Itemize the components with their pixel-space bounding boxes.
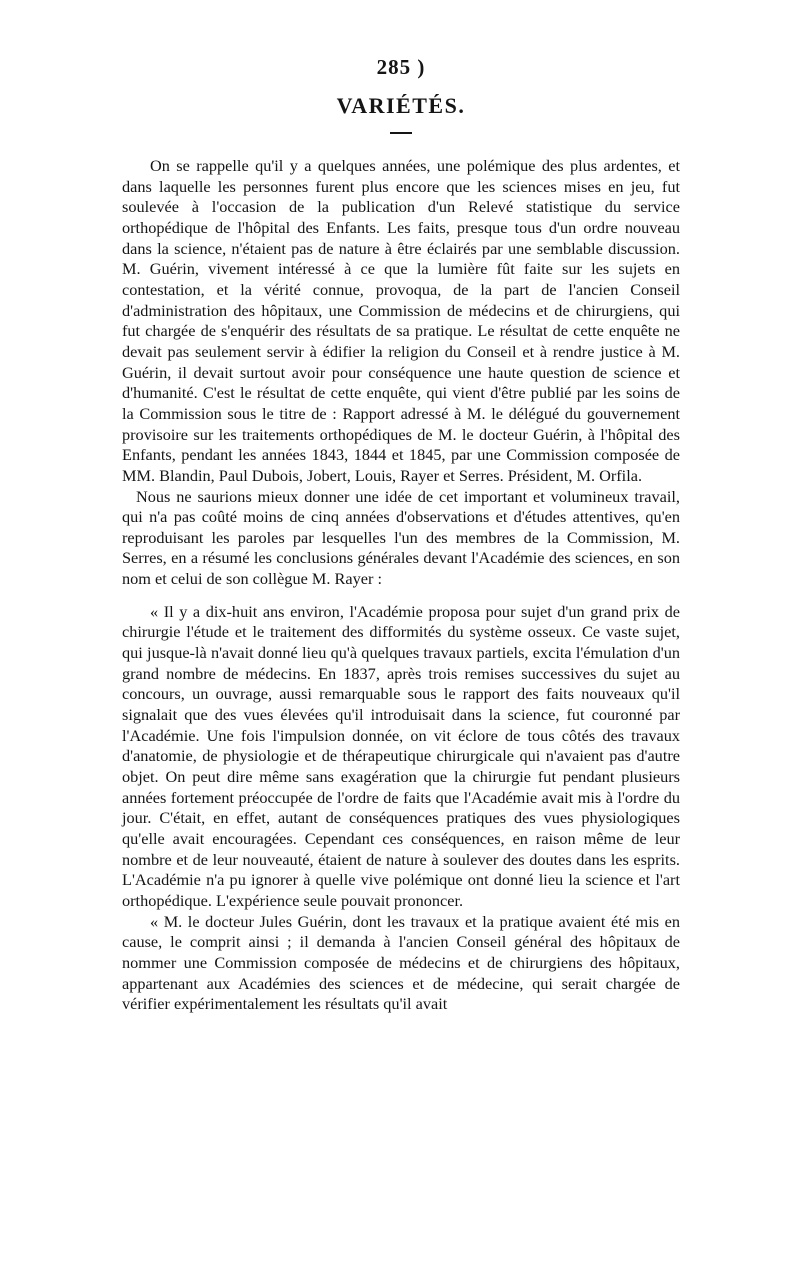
body-text: [122, 156, 680, 1015]
paragraph-intro: On se rappelle qu'il y a quelques années, une polémique des plus ardentes, et dans laquelle les personnes furent plus encore que les sciences mises en jeu, fut soulevée à l'occasion de la publication d'un Relevé statistique du service orthopédique de l'hôpital des Enfants. Les faits, presque tous d'un ordre nouveau dans la science, n'étaient pas de nature à être éclairés par une semblable discussion. M. Guérin, vivement intéressé à ce que la lumière fût faite sur les sujets en contestation, et la vérité connue, provoqua, de la part de l'ancien Conseil d'administration des hôpitaux, une Commission de médecins et de chirurgiens, qui fut chargée de s'enquérir des résultats de sa pratique. Le résultat de cette enquête ne devait pas seulement servir à édifier la religion du Conseil et à rendre justice à M. Guérin, il devait surtout avoir pour conséquence une haute question de science et d'humanité. C'est le résultat de cette enquête, qui vient d'être publié par les soins de la Commission sous le titre de : Rapport adressé à M. le délégué du gouvernement provisoire sur les traitements orthopédiques de M. le docteur Guérin, à l'hôpital des Enfants, pendant les années 1843, 1844 et 1845, par une Commission composée de MM. Blandin, Paul Dubois, Jobert, Louis, Rayer et Serres. Président, M. Orfila.: [122, 156, 680, 485]
title-rule: [390, 132, 412, 134]
document-page: [122, 52, 680, 1015]
section-title: VARIÉTÉS.: [336, 93, 466, 118]
paragraph-quote-1: « Il y a dix-huit ans environ, l'Académie proposa pour sujet d'un grand prix de chirurgie l'étude et le traitement des difformités du système osseux. Ce vaste sujet, qui jusque-là n'avait donné lieu qu'à quelques travaux partiels, excita l'émulation d'un grand nombre de médecins. En 1837, après trois remises successives du sujet au concours, un ouvrage, aussi remarquable sous le rapport des faits nouveaux qu'il signalait que des vues élevées qu'il introduisait dans la science, fut couronné par l'Académie. Une fois l'impulsion donnée, on vit éclore de tous côtés des travaux d'anatomie, de physiologie et de thérapeutique chirurgicale qui n'avaient pas d'autre objet. On peut dire même sans exagération que la chirurgie fut pendant plusieurs années fortement préoccupée de l'ordre de faits que l'Académie avait mis à l'ordre du jour. C'était, en effet, autant de conséquences pratiques des vues physiologiques qu'elle avait encouragées. Cependant ces conséquences, en raison même de leur nombre et de leur nouveauté, étaient de nature à soulever des doutes dans les esprits. L'Académie n'a pu ignorer à quelle vive polémique ont donné lieu la science et l'art orthopédique. L'expérience seule pouvait prononcer.: [122, 601, 680, 910]
page-number: 285 ): [376, 55, 426, 79]
paragraph-quote-2: « M. le docteur Jules Guérin, dont les travaux et la pratique avaient été mis en cause, le comprit ainsi ; il demanda à l'ancien Conseil général des hôpitaux de nommer une Commission composée de médecins et de chirurgiens des hôpitaux, appartenant aux Académies des sciences et de médecine, qui serait chargée de vérifier expérimentalement les résultats qu'il avait: [122, 911, 680, 1014]
paragraph-summary: Nous ne saurions mieux donner une idée de cet important et volumineux travail, qui n'a pas coûté moins de cinq années d'observations et d'études attentives, qu'en reproduisant les paroles par lesquelles l'un des membres de la Commission, M. Serres, en a résumé les conclusions générales devant l'Académie des sciences, en son nom et celui de son collègue M. Rayer :: [122, 486, 680, 589]
